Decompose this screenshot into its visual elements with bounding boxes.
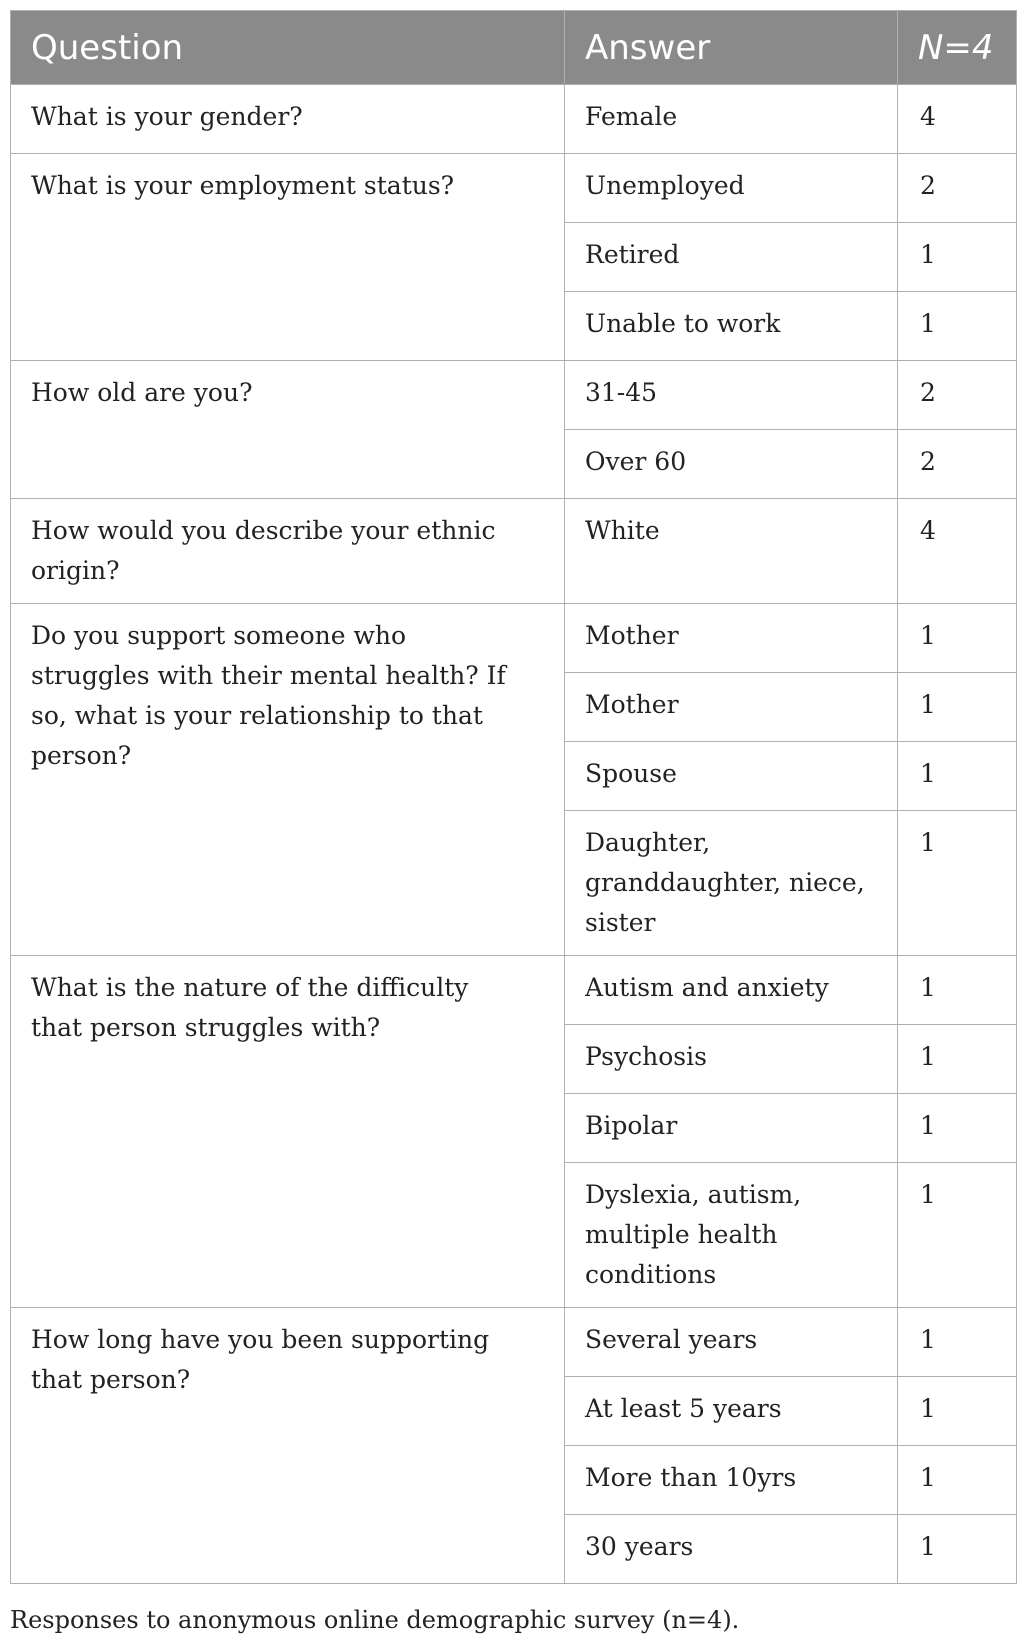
survey-table xyxy=(10,10,1017,1584)
header-answer: Answer xyxy=(565,11,898,85)
answer-cell: More than 10yrs xyxy=(565,1446,898,1515)
answer-cell: Psychosis xyxy=(565,1025,898,1094)
count-cell: 2 xyxy=(898,361,1017,430)
answer-cell: At least 5 years xyxy=(565,1377,898,1446)
question-cell: How old are you? xyxy=(11,361,565,499)
count-cell: 1 xyxy=(898,292,1017,361)
answer-cell: White xyxy=(565,499,898,604)
count-cell: 4 xyxy=(898,85,1017,154)
count-cell: 2 xyxy=(898,154,1017,223)
answer-cell: Spouse xyxy=(565,742,898,811)
answer-cell: Mother xyxy=(565,673,898,742)
count-cell: 1 xyxy=(898,1025,1017,1094)
answer-cell: Several years xyxy=(565,1308,898,1377)
survey-table-container xyxy=(10,10,1016,1584)
table-row xyxy=(11,499,1017,604)
answer-cell: Dyslexia, autism, multiple health conditions xyxy=(565,1163,898,1308)
count-cell: 1 xyxy=(898,811,1017,956)
question-cell: How long have you been supporting that person? xyxy=(11,1308,565,1584)
answer-cell: Bipolar xyxy=(565,1094,898,1163)
count-cell: 1 xyxy=(898,604,1017,673)
table-row xyxy=(11,85,1017,154)
count-cell: 4 xyxy=(898,499,1017,604)
header-n: N=4 xyxy=(898,11,1017,85)
answer-cell: Daughter, granddaughter, niece, sister xyxy=(565,811,898,956)
count-cell: 1 xyxy=(898,1446,1017,1515)
header-question: Question xyxy=(11,11,565,85)
count-cell: 1 xyxy=(898,1515,1017,1584)
table-row xyxy=(11,1308,1017,1377)
table-row xyxy=(11,604,1017,673)
question-cell: What is your gender? xyxy=(11,85,565,154)
count-cell: 2 xyxy=(898,430,1017,499)
count-cell: 1 xyxy=(898,742,1017,811)
question-cell: What is your employment status? xyxy=(11,154,565,361)
table-row xyxy=(11,956,1017,1025)
answer-cell: Autism and anxiety xyxy=(565,956,898,1025)
answer-cell: Female xyxy=(565,85,898,154)
count-cell: 1 xyxy=(898,223,1017,292)
question-cell: Do you support someone who struggles with their mental health? If so, what is your relationship to that person? xyxy=(11,604,565,956)
answer-cell: Unemployed xyxy=(565,154,898,223)
count-cell: 1 xyxy=(898,956,1017,1025)
answer-cell: Over 60 xyxy=(565,430,898,499)
table-caption: Responses to anonymous online demographic survey (n=4). xyxy=(10,1606,740,1634)
count-cell: 1 xyxy=(898,1163,1017,1308)
count-cell: 1 xyxy=(898,1094,1017,1163)
count-cell: 1 xyxy=(898,1308,1017,1377)
answer-cell: Mother xyxy=(565,604,898,673)
table-body xyxy=(11,85,1017,1584)
table-row xyxy=(11,361,1017,430)
answer-cell: 31-45 xyxy=(565,361,898,430)
answer-cell: 30 years xyxy=(565,1515,898,1584)
question-cell: What is the nature of the difficulty that person struggles with? xyxy=(11,956,565,1308)
count-cell: 1 xyxy=(898,673,1017,742)
answer-cell: Unable to work xyxy=(565,292,898,361)
table-row xyxy=(11,154,1017,223)
count-cell: 1 xyxy=(898,1377,1017,1446)
answer-cell: Retired xyxy=(565,223,898,292)
header-row xyxy=(11,11,1017,85)
question-cell: How would you describe your ethnic origin? xyxy=(11,499,565,604)
table-header xyxy=(11,11,1017,85)
